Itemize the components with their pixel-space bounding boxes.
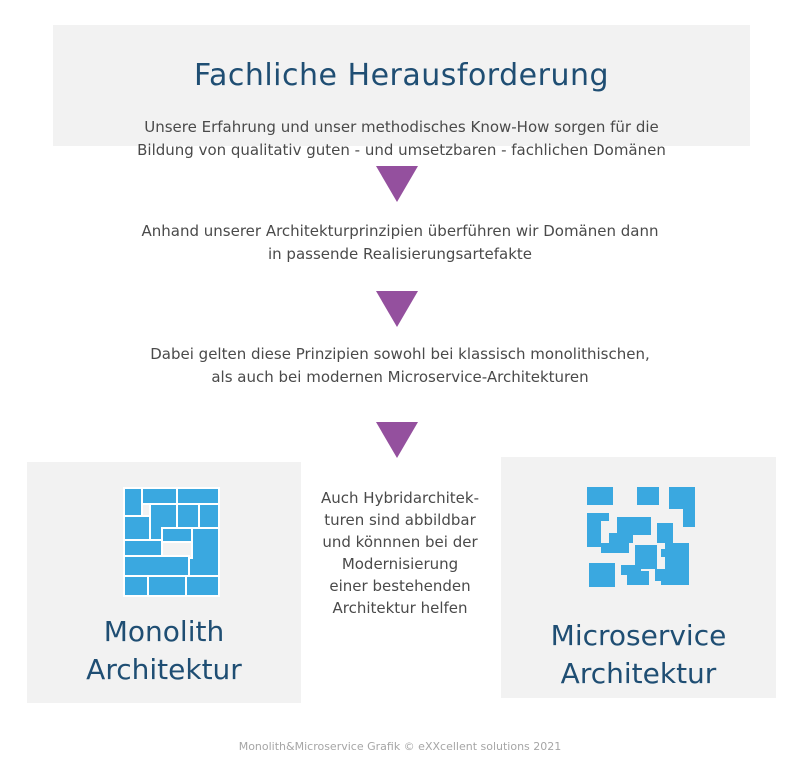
principles-text (0, 220, 800, 266)
hybrid-line: einer bestehenden (329, 577, 471, 595)
microservice-label (501, 617, 776, 693)
down-arrow-icon (376, 291, 418, 327)
microservice-label-line-2: Architektur (560, 657, 717, 690)
hybrid-line: Modernisierung (341, 555, 459, 573)
monolith-label (27, 613, 301, 689)
hybrid-text (300, 487, 500, 619)
hybrid-line: und könnnen bei der (322, 533, 478, 551)
challenge-line-1: Unsere Erfahrung und unser methodisches Know-How sorgen für die (144, 118, 659, 136)
hybrid-line: Architektur helfen (332, 599, 468, 617)
monolith-box (27, 462, 301, 703)
copyright-footer: Monolith&Microservice Grafik © eXXcellent solutions 2021 (238, 740, 562, 753)
hybrid-line: turen sind abbildbar (324, 511, 476, 529)
principles-line-2: in passende Realisierungsartefakte (267, 245, 532, 263)
microservice-box (501, 457, 776, 698)
challenge-box (53, 25, 750, 159)
applicability-text (0, 343, 800, 389)
applicability-line-2: als auch bei modernen Microservice-Architekturen (211, 368, 589, 386)
challenge-description (53, 116, 750, 162)
challenge-line-2: Bildung von qualitativ guten - und umsetzbaren - fachlichen Domänen (137, 141, 666, 159)
challenge-title: Fachliche Herausforderung (193, 58, 610, 93)
hybrid-line: Auch Hybridarchitek- (321, 489, 479, 507)
monolith-label-line-1: Monolith (103, 615, 225, 648)
down-arrow-icon (376, 166, 418, 202)
microservice-label-line-1: Microservice (550, 619, 727, 652)
principles-line-1: Anhand unserer Architekturprinzipien überführen wir Domänen dann (141, 222, 659, 240)
monolith-label-line-2: Architektur (86, 653, 242, 686)
applicability-line-1: Dabei gelten diese Prinzipien sowohl bei klassisch monolithischen, (150, 345, 650, 363)
down-arrow-icon (376, 422, 418, 458)
